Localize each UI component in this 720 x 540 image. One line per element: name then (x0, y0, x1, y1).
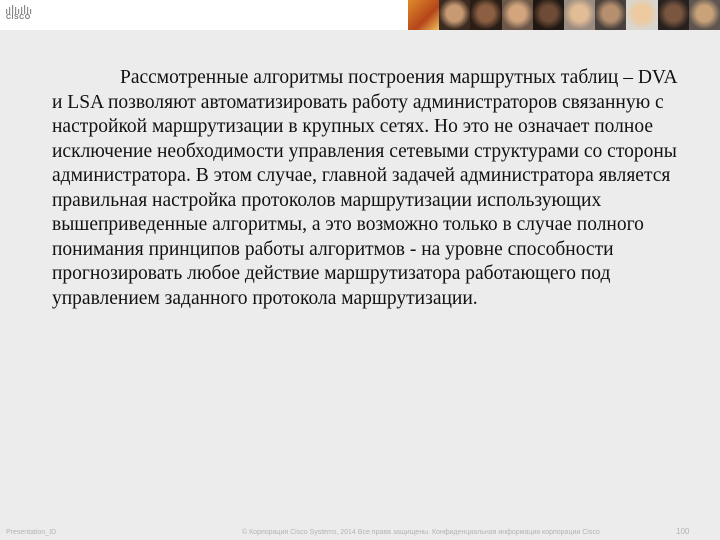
photo-autumn-leaves (408, 0, 439, 30)
photo-person-5 (564, 0, 595, 30)
photo-banner (408, 0, 720, 30)
photo-person-1 (439, 0, 470, 30)
photo-person-7 (626, 0, 657, 30)
photo-person-8 (658, 0, 689, 30)
footer-copyright: © Корпорация Cisco Systems, 2014 Все права защищены. Конфиденциальная информация корпорации Cisco (242, 529, 600, 536)
footer-presentation-id: Presentation_ID (6, 529, 57, 536)
photo-person-3 (502, 0, 533, 30)
paragraph-text: Рассмотренные алгоритмы построения маршрутных таблиц – DVA и LSA позволяют автоматизировать работу администраторов связанную с настройкой маршрутизации в крупных сетях. Но это не означает полное исключение необходимости управления сетевыми структурами со стороны администратора. В этом случае, главной задачей администратора является правильная настройка протоколов маршрутизации использующих вышеприведенные алгоритмы, а это возможно только в случае полного понимания принципов работы алгоритмов - на уровне способности прогнозировать любое действие маршрутизатора работающего под управлением заданного протокола маршрутизации. (52, 67, 677, 309)
photo-person-6 (595, 0, 626, 30)
photo-person-9 (689, 0, 720, 30)
logo-wordmark: CISCO (6, 14, 31, 21)
photo-person-4 (533, 0, 564, 30)
cisco-logo (4, 3, 44, 23)
page-number: 100 (676, 527, 690, 536)
slide-header (0, 0, 720, 30)
main-paragraph (52, 66, 680, 311)
photo-person-2 (470, 0, 501, 30)
